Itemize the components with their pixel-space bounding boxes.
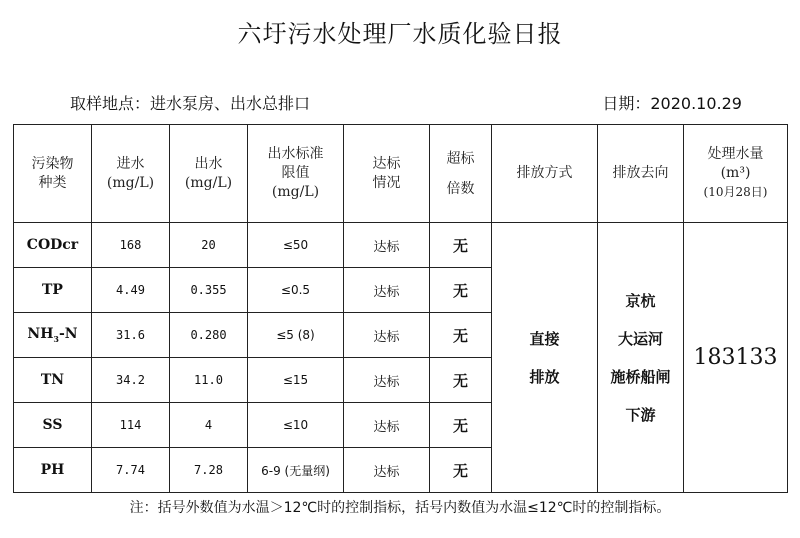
header-text: 种类 [38, 174, 67, 191]
header-pollutant [14, 125, 92, 223]
exceed-multiple: 无 [430, 223, 492, 268]
sampling-location: 取样地点：进水泵房、出水总排口 [70, 94, 311, 113]
header-text: (mg/L) [271, 184, 320, 200]
exceed-multiple: 无 [430, 268, 492, 313]
destination-text: 下游 [625, 405, 656, 424]
inflow-value: 7.74 [92, 448, 170, 493]
report-date: 日期：2020.10.29 [602, 94, 742, 113]
water-quality-table [13, 124, 788, 493]
header-destination: 排放去向 [598, 125, 684, 223]
exceed-multiple: 无 [430, 403, 492, 448]
standard-limit: ≤50 [248, 223, 344, 268]
pollutant-name: CODcr [14, 223, 92, 268]
header-text: 污染物 [31, 155, 74, 172]
standard-limit: ≤0.5 [248, 268, 344, 313]
header-text: 情况 [372, 174, 401, 191]
pollutant-name: TP [14, 268, 92, 313]
header-method: 排放方式 [492, 125, 598, 223]
name-part: NH [27, 326, 54, 343]
header-outflow [170, 125, 248, 223]
inflow-value: 4.49 [92, 268, 170, 313]
report-title: 六圩污水处理厂水质化验日报 [237, 20, 563, 48]
header-text: (mg/L) [106, 174, 155, 191]
compliance-status: 达标 [344, 448, 430, 493]
compliance-status: 达标 [344, 268, 430, 313]
name-subscript: 3 [53, 333, 59, 344]
discharge-destination [598, 223, 684, 493]
footnote: 注：括号外数值为水温＞12℃时的控制指标，括号内数值为水温≤12℃时的控制指标。 [129, 500, 671, 516]
destination-text: 京杭 [625, 291, 656, 310]
exceed-multiple: 无 [430, 358, 492, 403]
standard-limit: 6-9 (无量纲) [248, 448, 344, 493]
pollutant-name: PH [14, 448, 92, 493]
treated-volume: 183133 [684, 223, 788, 493]
compliance-status: 达标 [344, 358, 430, 403]
header-exceed [430, 125, 492, 223]
destination-text: 大运河 [617, 329, 663, 348]
outflow-value: 4 [170, 403, 248, 448]
header-text: (mg/L) [184, 174, 233, 191]
header-volume [684, 125, 788, 223]
header-row [14, 125, 788, 223]
method-text: 直接 [529, 329, 560, 348]
compliance-status: 达标 [344, 403, 430, 448]
pollutant-name: SS [14, 403, 92, 448]
standard-limit: ≤15 [248, 358, 344, 403]
compliance-status: 达标 [344, 313, 430, 358]
standard-limit: ≤5 (8) [248, 313, 344, 358]
header-text: 出水 [194, 155, 223, 172]
name-part: -N [59, 326, 78, 343]
outflow-value: 7.28 [170, 448, 248, 493]
outflow-value: 0.355 [170, 268, 248, 313]
outflow-value: 0.280 [170, 313, 248, 358]
header-text: 倍数 [446, 180, 475, 197]
exceed-multiple: 无 [430, 313, 492, 358]
discharge-method [492, 223, 598, 493]
header-text: (m³) [720, 165, 751, 181]
header-standard [248, 125, 344, 223]
inflow-value: 114 [92, 403, 170, 448]
outflow-value: 20 [170, 223, 248, 268]
header-text: 限值 [281, 165, 310, 181]
inflow-value: 34.2 [92, 358, 170, 403]
compliance-status: 达标 [344, 223, 430, 268]
outflow-value: 11.0 [170, 358, 248, 403]
header-text: 进水 [116, 155, 145, 172]
pollutant-name [14, 313, 92, 358]
standard-limit: ≤10 [248, 403, 344, 448]
header-compliance [344, 125, 430, 223]
inflow-value: 31.6 [92, 313, 170, 358]
inflow-value: 168 [92, 223, 170, 268]
pollutant-name: TN [14, 358, 92, 403]
destination-text: 施桥船闸 [610, 367, 671, 386]
header-inflow [92, 125, 170, 223]
header-text: 达标 [372, 155, 401, 172]
table-row [14, 223, 788, 268]
header-text: 处理水量 [707, 146, 764, 162]
header-text: 超标 [446, 150, 475, 167]
header-text: 出水标准 [267, 146, 324, 162]
method-text: 排放 [529, 367, 560, 386]
header-text: (10月28日) [703, 185, 768, 199]
exceed-multiple: 无 [430, 448, 492, 493]
